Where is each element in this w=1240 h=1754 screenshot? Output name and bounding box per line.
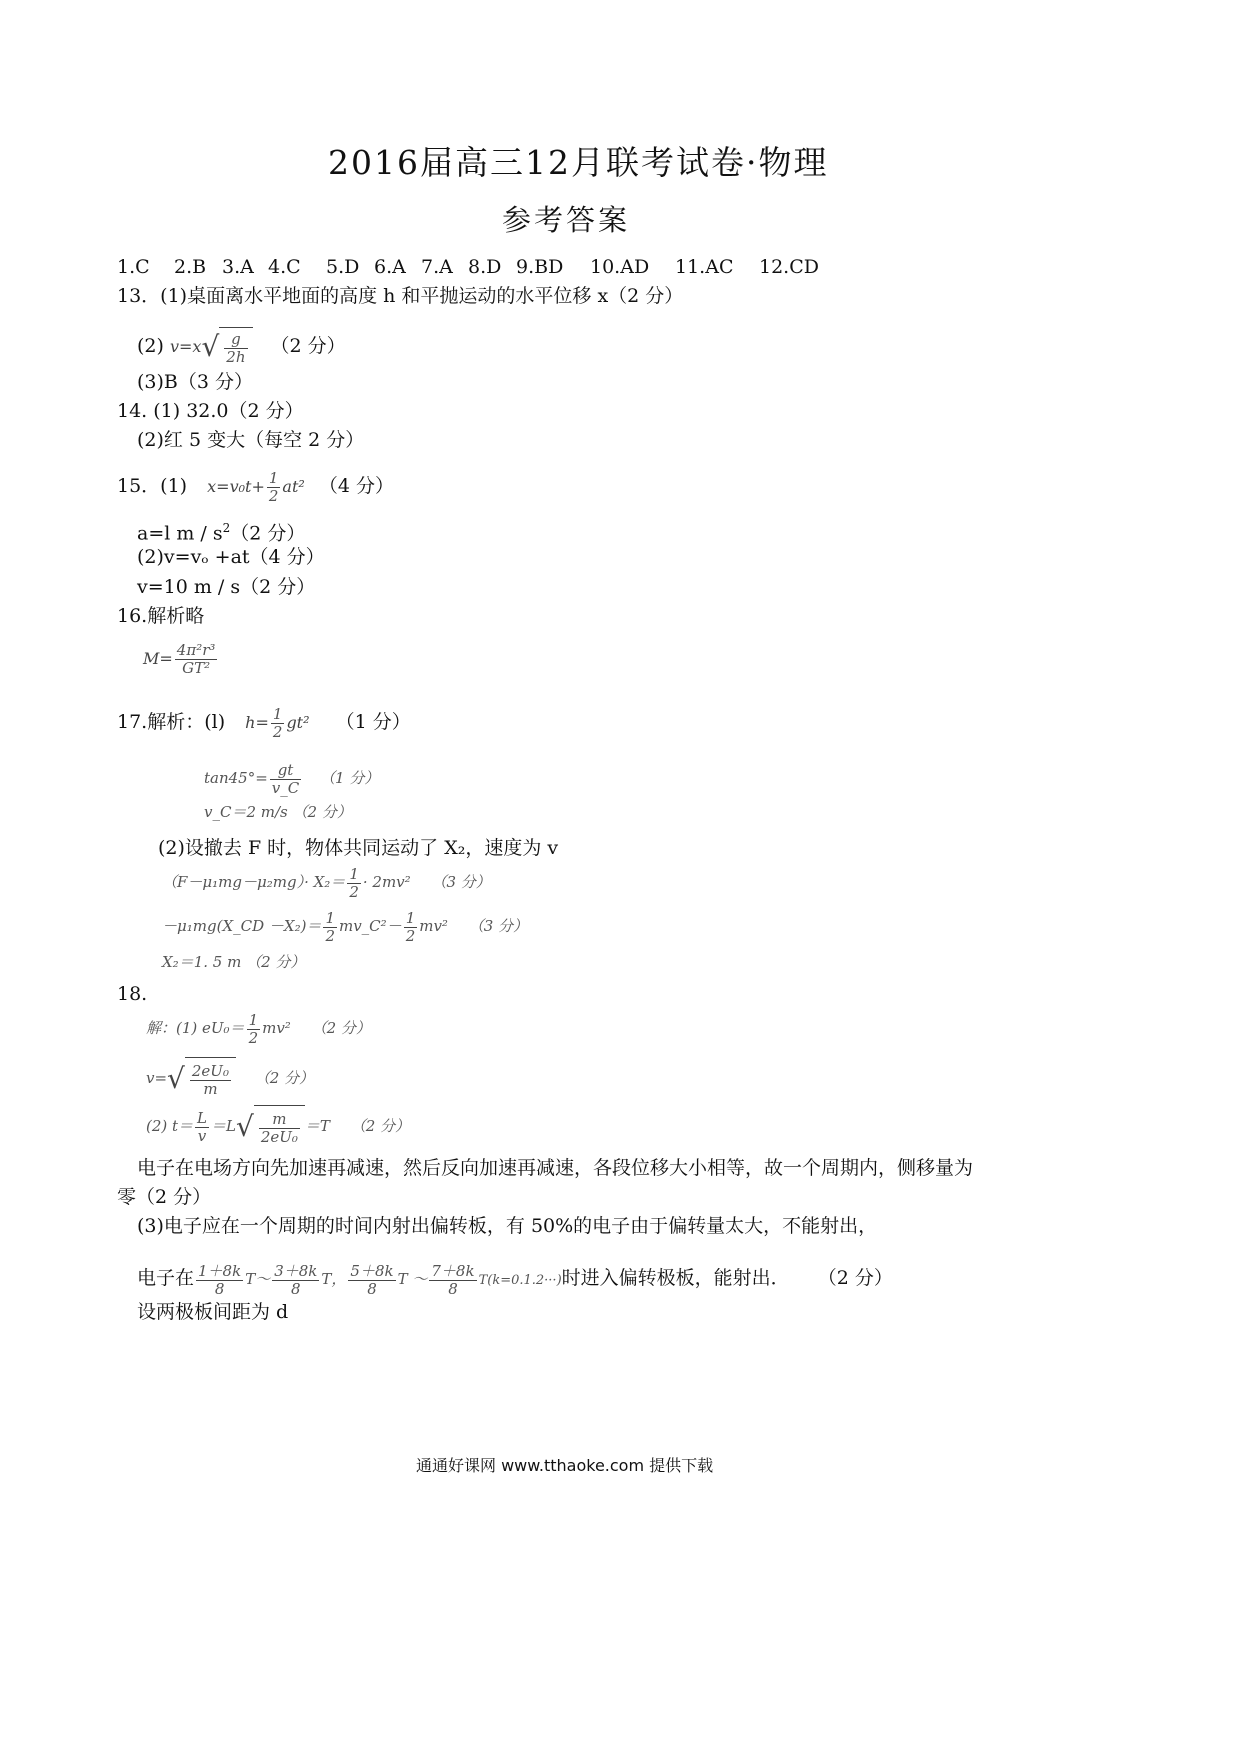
choice-answer: 11.AC [675, 256, 734, 278]
q17-label: 17.解析：(l) [117, 711, 226, 733]
q18-eq3-snum: m [259, 1111, 300, 1129]
q17-eq2-rhs: mv² [419, 917, 448, 935]
q18-f3-t: T ～ [397, 1270, 428, 1288]
q18-para3-post: 时进入偏转极板，能射出． [561, 1267, 790, 1289]
q18-para1b: 零（2 分） [117, 1186, 212, 1208]
q18-eq3-mid: ＝L [211, 1117, 236, 1135]
q16-title: 16.解析略 [117, 605, 205, 627]
q14-part2: (2)红 5 变大（每空 2 分） [137, 429, 365, 451]
q17-eq2-mid: mv_C²－ [338, 917, 402, 935]
q13-sqrt [219, 327, 252, 368]
q18-label: 18. [117, 983, 148, 1005]
q17-h-lhs: h= [245, 713, 269, 732]
q18-eq3-lhs: (2) t＝ [146, 1117, 194, 1135]
q14-part1: 14. (1) 32.0（2 分） [117, 400, 304, 422]
q17-part1 [117, 702, 411, 743]
q17-tan-den: v_C [271, 778, 300, 797]
q18-eq1-den: 2 [248, 1028, 259, 1047]
q18-eq2-lhs: v= [146, 1069, 168, 1087]
q18-eq1-lhs: 解：(1) eU₀＝ [146, 1019, 245, 1037]
q16-formula-lhs: M= [143, 649, 173, 668]
q17-eq2 [162, 906, 528, 946]
choice-answer: 3.A [222, 256, 254, 278]
q16-formula [143, 638, 219, 679]
q18-eq1-score: （2 分） [311, 1019, 371, 1037]
q15-num: 1 [268, 468, 279, 487]
q18-eq1-rhs: mv² [262, 1019, 291, 1037]
q18-f2-t: T， [321, 1270, 347, 1288]
q18-eq3-den: v [197, 1126, 207, 1145]
choice-answer: 10.AD [590, 256, 650, 278]
q18-f1-t: T～ [245, 1270, 271, 1288]
q15-velocity: v=10 m / s（2 分） [137, 576, 316, 598]
q18-eq2 [146, 1056, 314, 1102]
choice-answer: 9.BD [516, 256, 564, 278]
q17-x2: X₂＝1. 5 m （2 分） [162, 953, 306, 971]
q18-para3-score: （2 分） [817, 1267, 893, 1289]
q17-eq2-num1: 1 [325, 908, 335, 927]
q18-f2-den: 8 [291, 1279, 301, 1298]
choice-answer: 1.C [117, 256, 150, 278]
q15-formula-rhs: at² [282, 477, 305, 496]
q15-formula-lhs: x=v₀t+ [207, 477, 265, 496]
choice-answer: 8.D [468, 256, 502, 278]
footer-source: 通通好课网 www.tthaoke.com 提供下载 [416, 1456, 714, 1475]
q17-part2: (2)设撤去 F 时，物体共同运动了 X₂，速度为 v [158, 837, 559, 859]
q16-den: GT² [182, 658, 211, 677]
q15-score: （4 分） [318, 475, 394, 497]
q17-h-rhs: gt² [286, 713, 310, 732]
q18-eq3-score: （2 分） [350, 1117, 411, 1135]
q17-tan-num: gt [270, 762, 301, 780]
q17-eq1-score: （3 分） [431, 873, 491, 891]
q13-part2-label: (2) [137, 335, 164, 357]
q18-f1-den: 8 [214, 1279, 225, 1298]
q17-tan-lhs: tan45°= [204, 769, 268, 787]
choice-answer: 12.CD [759, 256, 819, 278]
q16-num: 4π²r³ [176, 640, 216, 659]
q18-eq3 [146, 1104, 410, 1150]
q18-para3-pre: 电子在 [137, 1267, 195, 1289]
q15-accel [137, 516, 305, 545]
q17-tan-score: （1 分） [320, 769, 380, 787]
page-title: 2016届高三12月联考试卷·物理 [328, 143, 829, 182]
q18-eq3-rhs: ＝T [304, 1117, 330, 1135]
q17-eq2-den2: 2 [405, 926, 416, 945]
choice-answer: 4.C [268, 256, 301, 278]
sqrt-symbol: √ [167, 1062, 185, 1095]
choice-answer: 5.D [326, 256, 360, 278]
q17-eq1-rhs: · 2mv² [362, 873, 411, 891]
q17-vc: v_C＝2 m/s （2 分） [204, 803, 352, 821]
q18-f4-num: 7＋8k [431, 1261, 475, 1280]
q18-f4-t: T(k=0.1.2···) [478, 1273, 562, 1288]
q13-part1: 13．(1)桌面离水平地面的高度 h 和平抛运动的水平位移 x（2 分） [117, 285, 684, 307]
q18-f1-num: 1＋8k [198, 1261, 242, 1280]
q13-den: 2h [226, 348, 246, 366]
sqrt-symbol: √ [235, 1110, 254, 1143]
q18-f2-num: 3＋8k [274, 1261, 318, 1280]
q18-eq2-den: m [203, 1080, 218, 1098]
q18-f4-den: 8 [448, 1279, 458, 1298]
q17-eq2-score: （3 分） [468, 917, 529, 935]
q18-para2: (3)电子应在一个周期的时间内射出偏转板，有 50%的电子由于偏转量太大，不能射出， [137, 1215, 878, 1237]
page-subtitle: 参考答案 [502, 203, 631, 237]
q17-eq1-den: 2 [349, 882, 359, 901]
q17-eq2-lhs: －μ₁mg(X_CD －X₂)＝ [162, 917, 322, 935]
q18-eq3-sden: 2eU₀ [260, 1128, 298, 1146]
q18-eq1-num: 1 [248, 1010, 259, 1029]
q18-eq2-score: （2 分） [254, 1069, 315, 1087]
choice-answer: 2.B [174, 256, 207, 278]
q15-part1 [117, 466, 394, 507]
q15-accel-exp: 2 [222, 521, 231, 535]
q18-para4: 设两极板间距为 d [137, 1301, 289, 1323]
q17-eq2-den1: 2 [325, 926, 335, 945]
q17-eq1 [162, 862, 491, 902]
q18-eq2-num: 2eU₀ [191, 1062, 229, 1080]
q15-label: 15．(1) [117, 475, 188, 497]
q18-eq3-num: L [197, 1108, 208, 1127]
sqrt-symbol: √ [201, 330, 220, 363]
q18-eq1 [146, 1008, 371, 1048]
q18-f3-den: 8 [367, 1279, 377, 1298]
q15-part2: (2)v=vₒ +at（4 分） [137, 546, 325, 568]
q18-f3-num: 5＋8k [350, 1261, 394, 1280]
q18-para1a: 电子在电场方向先加速再减速，然后反向加速再减速，各段位移大小相等，故一个周期内，侧移量为 [137, 1157, 974, 1179]
q17-eq2-num2: 1 [405, 908, 416, 927]
q13-part2-score: （2 分） [270, 335, 346, 357]
q17-h-score: （1 分） [335, 711, 411, 733]
q13-part2 [137, 326, 346, 368]
q15-accel-value: a=l m / s [137, 522, 223, 545]
q15-den: 2 [268, 486, 279, 505]
choice-answer: 7.A [421, 256, 453, 278]
q18-para3 [137, 1256, 893, 1303]
choice-answer: 6.A [374, 256, 406, 278]
q17-h-num: 1 [272, 704, 283, 723]
q13-num: g [224, 331, 247, 349]
q13-part3: (3)B（3 分） [137, 371, 254, 393]
q17-eq1-num: 1 [349, 864, 359, 883]
q13-formula-lhs: v=x [169, 337, 202, 356]
q17-eq1-lhs: （F－μ₁mg－μ₂mg）· X₂＝ [162, 873, 346, 891]
q17-h-den: 2 [272, 722, 283, 741]
q17-tan [204, 758, 379, 798]
q15-accel-score: （2 分） [230, 522, 306, 545]
